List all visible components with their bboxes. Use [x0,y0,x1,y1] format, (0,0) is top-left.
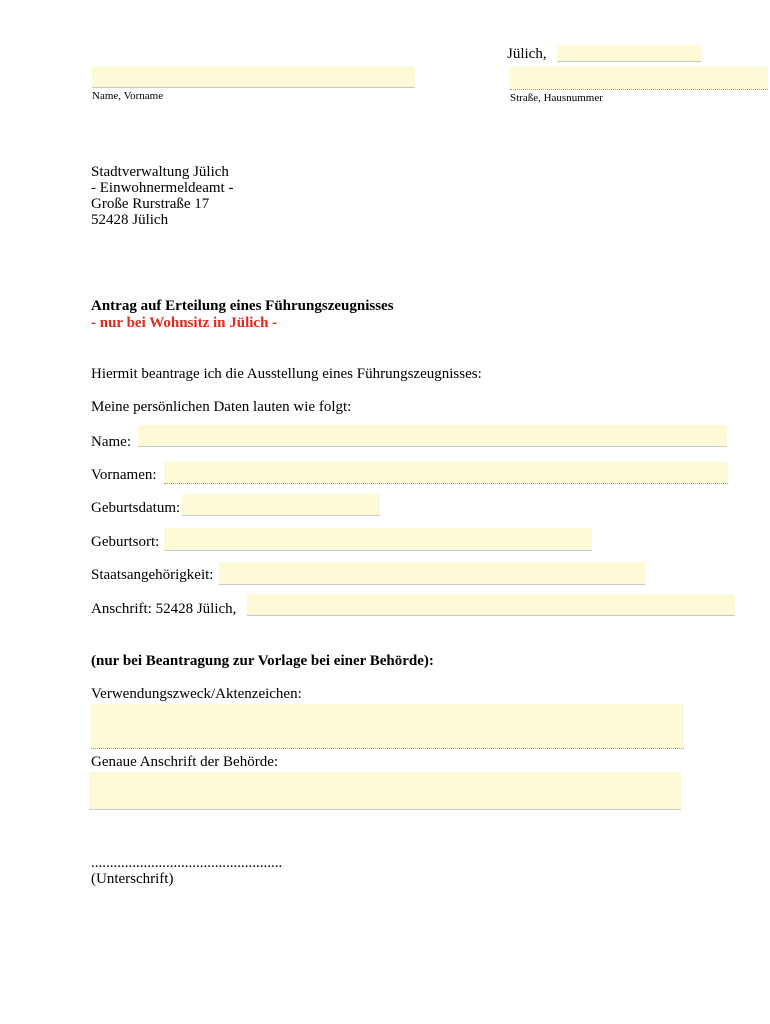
name-vorname-label: Name, Vorname [92,90,164,102]
place-label: Jülich, [507,46,547,62]
street-label: Straße, Hausnummer [510,92,603,104]
purpose-field[interactable] [91,704,684,749]
recipient-line: Große Rurstraße 17 [91,196,210,212]
vornamen-field[interactable] [164,462,728,484]
recipient-address [91,164,233,228]
document-title: Antrag auf Erteilung eines Führungszeugnisses [91,298,394,314]
anschrift-label: Anschrift: 52428 Jülich, [91,601,237,617]
street-field[interactable] [510,67,768,90]
recipient-line: Stadtverwaltung Jülich [91,164,229,180]
signature-line: ................................................... [91,855,283,871]
geburtsdatum-field[interactable] [182,494,380,516]
intro-text: Hiermit beantrage ich die Ausstellung eines Führungszeugnisses: [91,366,482,382]
vornamen-label: Vornamen: [91,467,157,483]
name-vorname-field[interactable] [92,66,415,88]
date-field[interactable] [557,45,701,62]
name-field[interactable] [138,425,727,447]
geburtsdatum-label: Geburtsdatum: [91,500,181,516]
recipient-line: 52428 Jülich [91,212,169,228]
authority-heading: (nur bei Beantragung zur Vorlage bei einer Behörde): [91,653,434,669]
purpose-label: Verwendungszweck/Aktenzeichen: [91,686,302,702]
geburtsort-field[interactable] [164,528,592,551]
staatsangehoerigkeit-label: Staatsangehörigkeit: [91,567,214,583]
staatsangehoerigkeit-field[interactable] [219,562,645,585]
signature-label: (Unterschrift) [91,871,174,887]
data-intro-text: Meine persönlichen Daten lauten wie folgt: [91,399,352,415]
document-subtitle: - nur bei Wohnsitz in Jülich - [91,315,278,331]
authority-address-label: Genaue Anschrift der Behörde: [91,754,279,770]
recipient-line: - Einwohnermeldeamt - [91,180,234,196]
name-label: Name: [91,434,131,450]
anschrift-field[interactable] [247,594,735,616]
geburtsort-label: Geburtsort: [91,534,160,550]
authority-address-field[interactable] [89,772,681,810]
